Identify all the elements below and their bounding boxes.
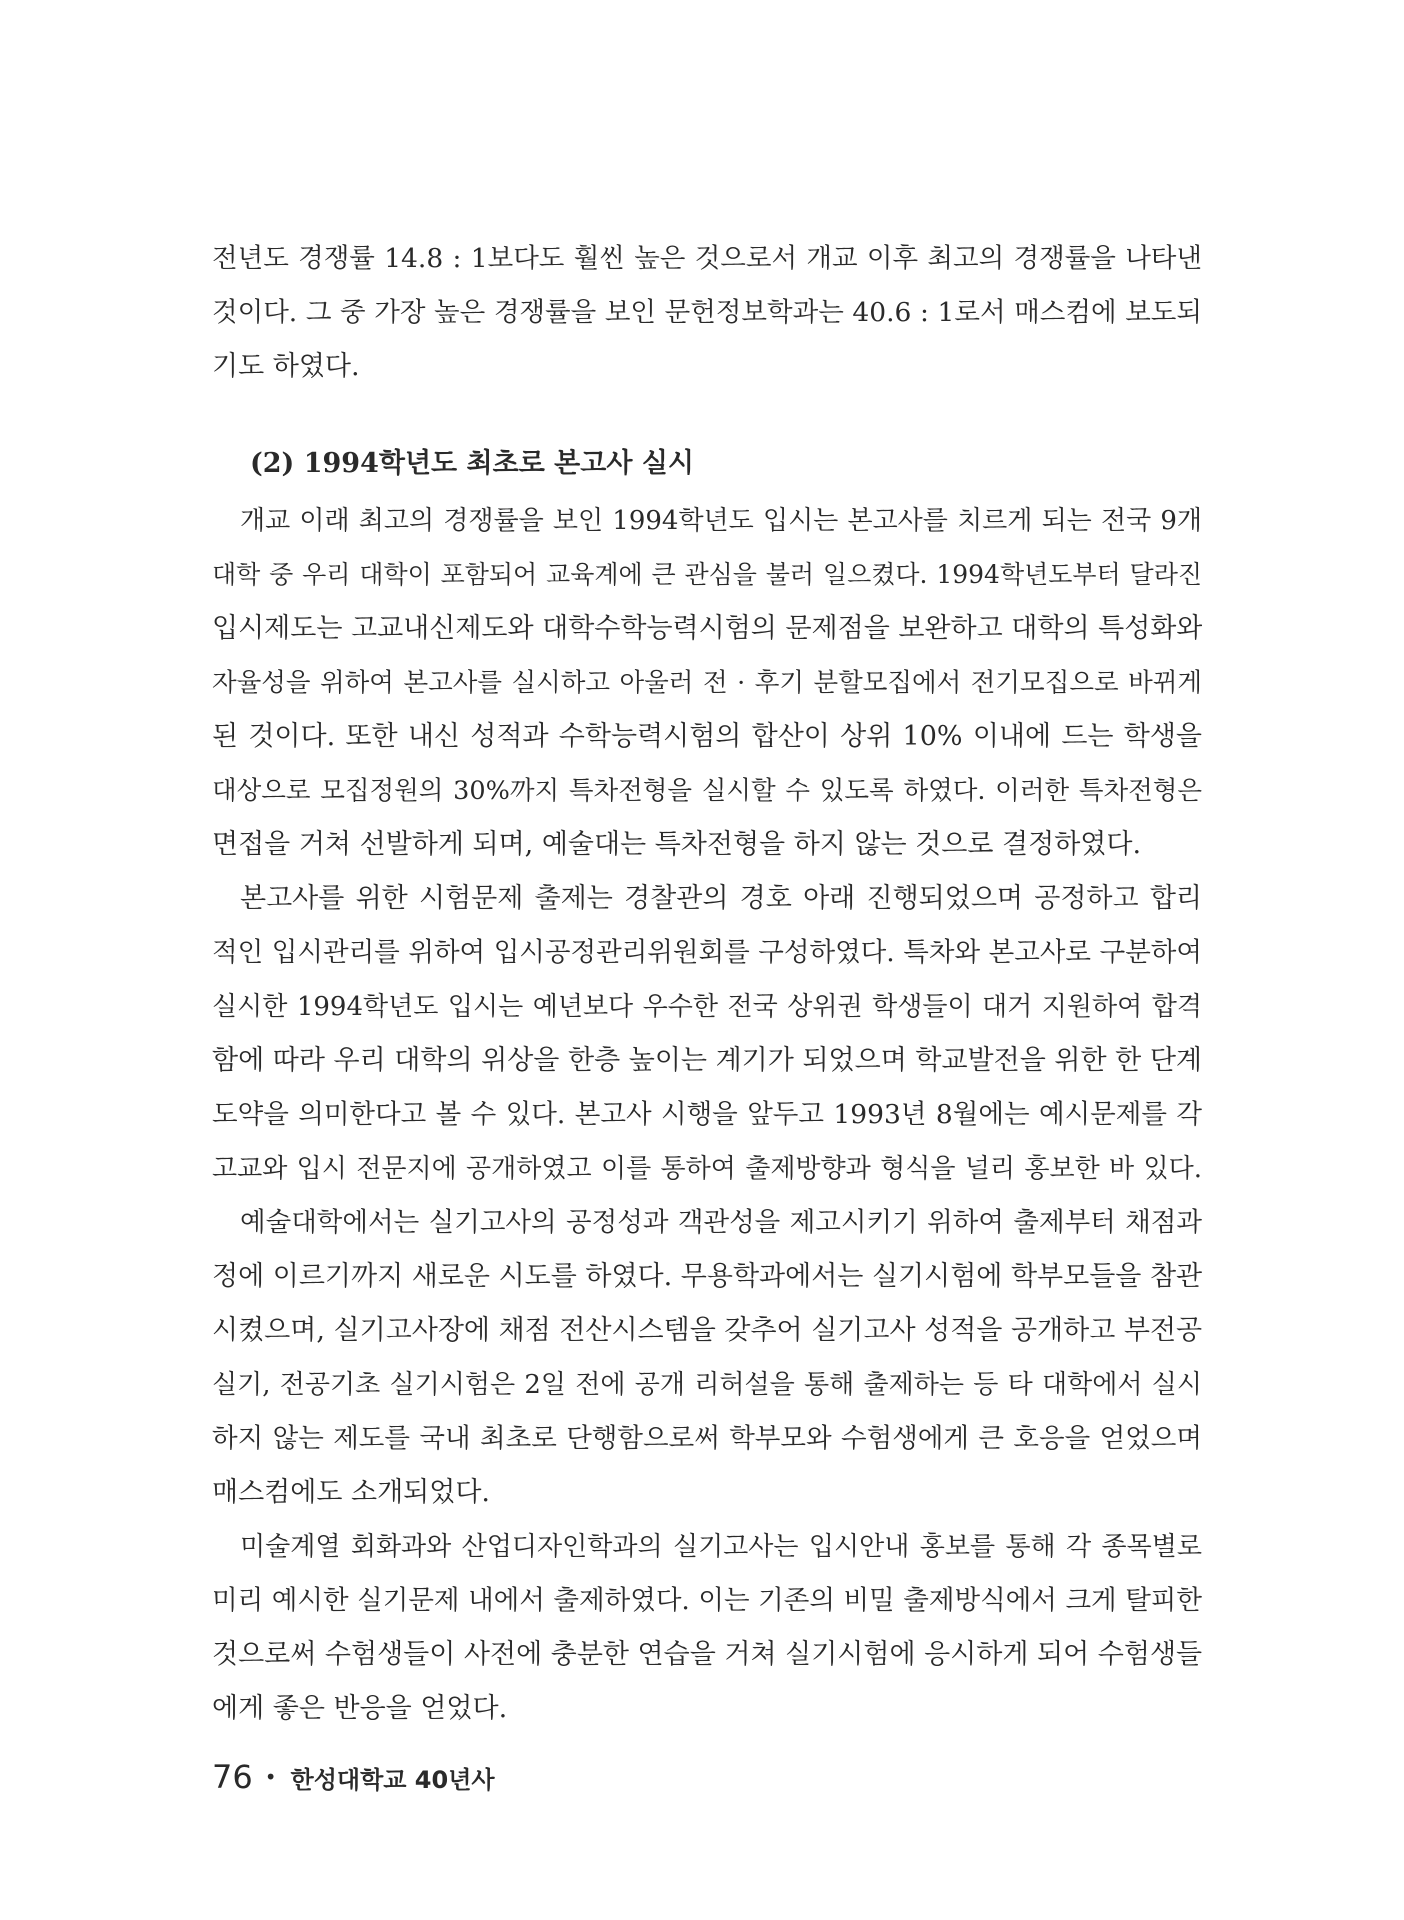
intro-paragraph <box>212 232 1202 394</box>
text-line: 도약을 의미한다고 볼 수 있다. 본고사 시행을 앞두고 1993년 8월에는 예시문제를 각 <box>212 1099 1202 1130</box>
paragraph-3 <box>212 1196 1202 1520</box>
text-line: 대상으로 모집정원의 30%까지 특차전형을 실시할 수 있도록 하였다. 이러한 특차전형은 <box>212 776 1202 806</box>
paragraph-2 <box>212 872 1202 1196</box>
text-line: 전년도 경쟁률 14.8 : 1보다도 훨씬 높은 것으로서 개교 이후 최고의 경쟁률을 나타낸 <box>212 243 1202 274</box>
paragraph-1 <box>212 494 1202 872</box>
text-line: 함에 따라 우리 대학의 위상을 한층 높이는 계기가 되었으며 학교발전을 위한 한 단계 <box>212 1045 1202 1076</box>
text-line: 본고사를 위한 시험문제 출제는 경찰관의 경호 아래 진행되었으며 공정하고 합리 <box>240 883 1202 914</box>
text-line: 정에 이르기까지 새로운 시도를 하였다. 무용학과에서는 실기시험에 학부모들을 참관 <box>212 1261 1202 1292</box>
text-line: 기도 하였다. <box>212 351 360 382</box>
text-line: 자율성을 위하여 본고사를 실시하고 아울러 전 · 후기 분할모집에서 전기모집으로 바뀌게 <box>212 668 1202 698</box>
text-line: 매스컴에도 소개되었다. <box>212 1477 490 1508</box>
paragraph-4 <box>212 1520 1202 1736</box>
text-line: 적인 입시관리를 위하여 입시공정관리위원회를 구성하였다. 특차와 본고사로 구분하여 <box>212 937 1202 968</box>
page-number: 76 <box>212 1758 253 1796</box>
section-gap <box>212 394 1202 434</box>
text-line: 예술대학에서는 실기고사의 공정성과 객관성을 제고시키기 위하여 출제부터 채점과 <box>240 1207 1202 1238</box>
text-line: 시켰으며, 실기고사장에 채점 전산시스템을 갖추어 실기고사 성적을 공개하고 부전공 <box>212 1315 1202 1346</box>
text-line: 것으로써 수험생들이 사전에 충분한 연습을 거쳐 실기시험에 응시하게 되어 수험생들 <box>212 1639 1202 1670</box>
text-line: 하지 않는 제도를 국내 최초로 단행함으로써 학부모와 수험생에게 큰 호응을 얻었으며 <box>212 1423 1202 1454</box>
page-footer <box>212 1755 495 1799</box>
text-line: 실기, 전공기초 실기시험은 2일 전에 공개 리허설을 통해 출제하는 등 타 대학에서 실시 <box>212 1370 1202 1400</box>
text-line: 면접을 거쳐 선발하게 되며, 예술대는 특차전형을 하지 않는 것으로 결정하였다. <box>212 829 1142 860</box>
section-heading: (2) 1994학년도 최초로 본고사 실시 <box>250 448 694 479</box>
text-line: 고교와 입시 전문지에 공개하였고 이를 통하여 출제방향과 형식을 널리 홍보한 바 있다. <box>212 1154 1202 1184</box>
text-line: 된 것이다. 또한 내신 성적과 수학능력시험의 합산이 상위 10% 이내에 드는 학생을 <box>212 721 1202 752</box>
text-line: 개교 이래 최고의 경쟁률을 보인 1994학년도 입시는 본고사를 치르게 되는 전국 9개 <box>240 506 1202 536</box>
body-text <box>212 232 1202 1736</box>
text-line: 에게 좋은 반응을 얻었다. <box>212 1693 508 1724</box>
bullet-separator: • <box>264 1765 277 1789</box>
text-line: 대학 중 우리 대학이 포함되어 교육계에 큰 관심을 불러 일으켰다. 1994학년도부터 달라진 <box>212 560 1202 589</box>
text-line: 것이다. 그 중 가장 높은 경쟁률을 보인 문헌정보학과는 40.6 : 1로서 매스컴에 보도되 <box>212 297 1202 328</box>
text-line: 입시제도는 고교내신제도와 대학수학능력시험의 문제점을 보완하고 대학의 특성화와 <box>212 613 1202 644</box>
text-line: 실시한 1994학년도 입시는 예년보다 우수한 전국 상위권 학생들이 대거 지원하여 합격 <box>212 992 1202 1022</box>
text-line: 미리 예시한 실기문제 내에서 출제하였다. 이는 기존의 비밀 출제방식에서 크게 탈피한 <box>212 1585 1202 1616</box>
text-line: 미술계열 회화과와 산업디자인학과의 실기고사는 입시안내 홍보를 통해 각 종목별로 <box>240 1532 1202 1562</box>
book-title: 한성대학교 40년사 <box>290 1766 495 1794</box>
